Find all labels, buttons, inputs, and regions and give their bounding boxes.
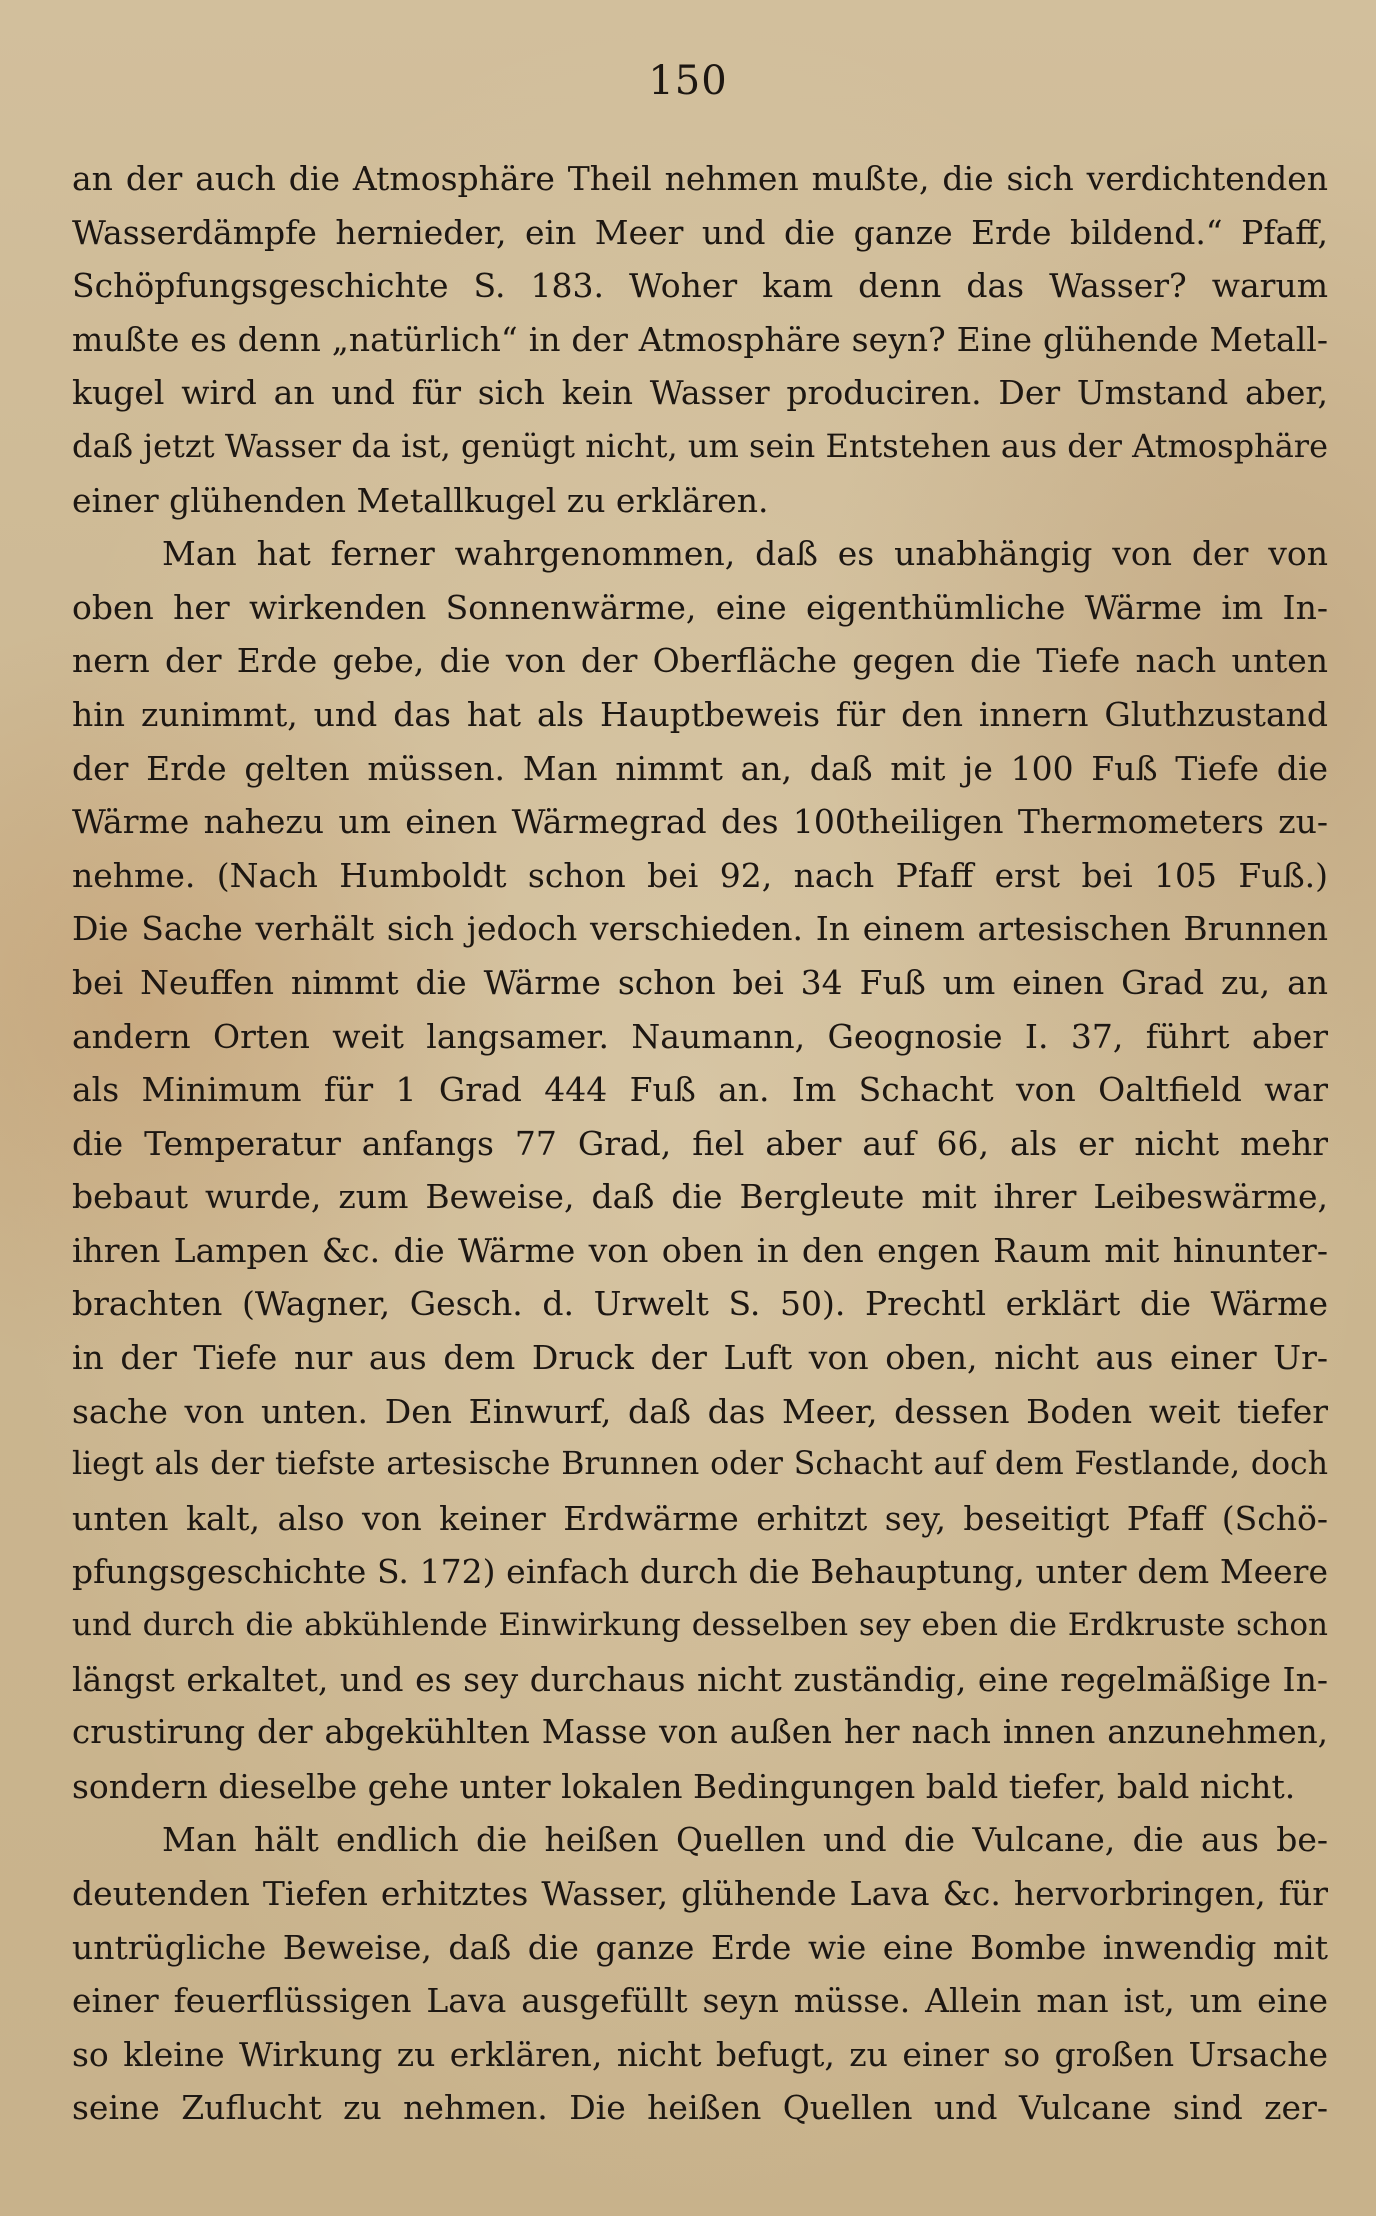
text-line: nern der Erde gebe, die von der Oberfläche gegen die Tiefe nach unten [72, 641, 1328, 681]
text-line: nehme. (Nach Humboldt schon bei 92, nach Pfaff erst bei 105 Fuß.) [72, 855, 1328, 895]
text-line: seine Zuflucht zu nehmen. Die heißen Quellen und Vulcane sind zer- [72, 2088, 1328, 2128]
text-line: daß jetzt Wasser da ist, genügt nicht, um sein Entstehen aus der Atmosphäre [72, 426, 1328, 465]
text-line: Schöpfungsgeschichte S. 183. Woher kam denn das Wasser? warum [72, 266, 1328, 306]
text-line: Man hält endlich die heißen Quellen und die Vulcane, die aus be- [162, 1820, 1328, 1860]
text-line: hin zunimmt, und das hat als Hauptbeweis für den innern Gluthzustand [72, 694, 1328, 734]
text-line: deutenden Tiefen erhitztes Wasser, glühende Lava &c. hervorbringen, für [72, 1874, 1328, 1913]
text-line: andern Orten weit langsamer. Naumann, Geognosie I. 37, führt aber [72, 1016, 1328, 1056]
text-line: crustirung der abgekühlten Masse von außen her nach innen anzunehmen, [72, 1713, 1328, 1752]
text-line: pfungsgeschichte S. 172) einfach durch die Behauptung, unter dem Meere [72, 1552, 1328, 1592]
text-line: längst erkaltet, und es sey durchaus nicht zuständig, eine regelmäßige In- [72, 1659, 1328, 1699]
text-line: Man hat ferner wahrgenommen, daß es unabhängig von der von [162, 534, 1328, 574]
text-line: und durch die abkühlende Einwirkung desselben sey eben die Erdkruste schon [72, 1607, 1328, 1644]
text-line: in der Tiefe nur aus dem Druck der Luft von oben, nicht aus einer Ur- [72, 1338, 1328, 1378]
text-line: bei Neuffen nimmt die Wärme schon bei 34 Fuß um einen Grad zu, an [72, 962, 1328, 1002]
text-line: einer feuerflüssigen Lava ausgefüllt seyn müsse. Allein man ist, um eine [72, 1981, 1328, 2021]
text-line: unten kalt, also von keiner Erdwärme erhitzt sey, beseitigt Pfaff (Schö- [72, 1498, 1328, 1538]
page-number: 150 [648, 58, 728, 104]
text-line: Wärme nahezu um einen Wärmegrad des 100theiligen Thermometers zu- [72, 802, 1328, 842]
text-line: mußte es denn „natürlich“ in der Atmosphäre seyn? Eine glühende Metall- [72, 319, 1328, 359]
text-line: kugel wird an und für sich kein Wasser produciren. Der Umstand aber, [72, 373, 1328, 413]
text-line: an der auch die Atmosphäre Theil nehmen mußte, die sich verdichtenden [72, 159, 1328, 198]
text-line: liegt als der tiefste artesische Brunnen oder Schacht auf dem Festlande, doch [72, 1446, 1328, 1483]
text-line: ihren Lampen &c. die Wärme von oben in den engen Raum mit hinunter- [72, 1230, 1328, 1270]
text-line: Wasserdämpfe hernieder, ein Meer und die ganze Erde bildend.“ Pfaff, [72, 212, 1328, 252]
text-line: der Erde gelten müssen. Man nimmt an, daß mit je 100 Fuß Tiefe die [72, 748, 1328, 788]
text-line: sondern dieselbe gehe unter lokalen Bedingungen bald tiefer, bald nicht. [72, 1766, 1296, 1806]
text-line: als Minimum für 1 Grad 444 Fuß an. Im Schacht von Oaltfield war [72, 1070, 1328, 1110]
text-line: brachten (Wagner, Gesch. d. Urwelt S. 50). Prechtl erklärt die Wärme [72, 1284, 1328, 1324]
body-text [72, 152, 1328, 2135]
text-line: Die Sache verhält sich jedoch verschieden. In einem artesischen Brunnen [72, 909, 1328, 949]
text-line: bebaut wurde, zum Beweise, daß die Bergleute mit ihrer Leibeswärme, [72, 1177, 1328, 1217]
text-line: oben her wirkenden Sonnenwärme, eine eigenthümliche Wärme im In- [72, 587, 1328, 627]
text-line: untrügliche Beweise, daß die ganze Erde wie eine Bombe inwendig mit [72, 1927, 1328, 1967]
text-line: die Temperatur anfangs 77 Grad, fiel aber auf 66, als er nicht mehr [72, 1123, 1328, 1163]
text-line: sache von unten. Den Einwurf, daß das Meer, dessen Boden weit tiefer [72, 1391, 1328, 1431]
text-line: einer glühenden Metallkugel zu erklären. [72, 480, 769, 520]
text-line: so kleine Wirkung zu erklären, nicht befugt, zu einer so großen Ursache [72, 2034, 1328, 2074]
